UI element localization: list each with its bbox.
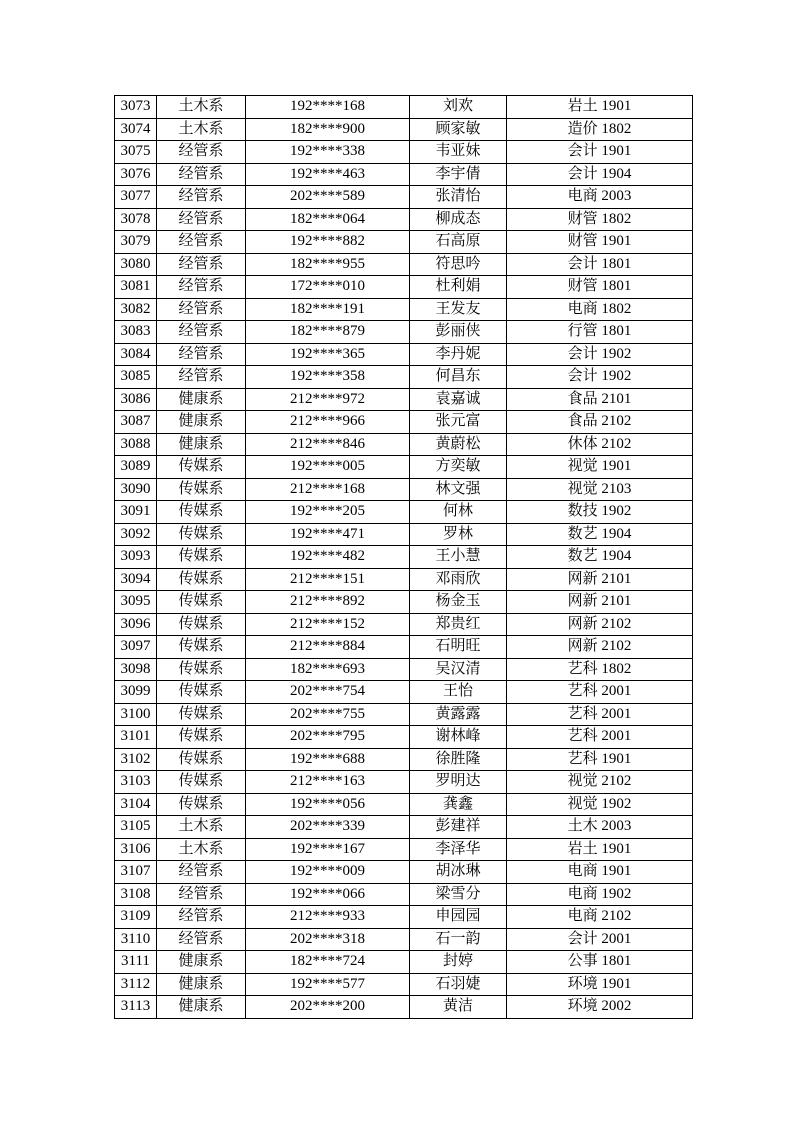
phone-number-cell: 182****064 [246, 208, 410, 231]
table-row [115, 568, 693, 591]
serial-number-cell: 3113 [115, 996, 157, 1019]
serial-number-cell: 3081 [115, 276, 157, 299]
department-cell: 经管系 [157, 366, 246, 389]
class-cell: 会计 1801 [507, 253, 693, 276]
student-name-cell: 王小慧 [410, 546, 507, 569]
student-name-cell: 李泽华 [410, 838, 507, 861]
class-cell: 网新 2101 [507, 591, 693, 614]
serial-number-cell: 3107 [115, 861, 157, 884]
department-cell: 传媒系 [157, 613, 246, 636]
serial-number-cell: 3075 [115, 141, 157, 164]
table-row [115, 838, 693, 861]
class-cell: 电商 1802 [507, 298, 693, 321]
department-cell: 传媒系 [157, 523, 246, 546]
class-cell: 数艺 1904 [507, 546, 693, 569]
class-cell: 电商 2102 [507, 906, 693, 929]
serial-number-cell: 3078 [115, 208, 157, 231]
department-cell: 健康系 [157, 951, 246, 974]
class-cell: 数艺 1904 [507, 523, 693, 546]
table-row [115, 973, 693, 996]
student-name-cell: 黄露露 [410, 703, 507, 726]
phone-number-cell: 182****191 [246, 298, 410, 321]
class-cell: 视觉 1902 [507, 793, 693, 816]
class-cell: 行管 1801 [507, 321, 693, 344]
serial-number-cell: 3103 [115, 771, 157, 794]
student-name-cell: 顾家敏 [410, 118, 507, 141]
table-row [115, 411, 693, 434]
student-name-cell: 王发友 [410, 298, 507, 321]
class-cell: 艺科 1802 [507, 658, 693, 681]
class-cell: 岩土 1901 [507, 96, 693, 119]
table-row [115, 658, 693, 681]
phone-number-cell: 192****005 [246, 456, 410, 479]
class-cell: 会计 1901 [507, 141, 693, 164]
student-name-cell: 杨金玉 [410, 591, 507, 614]
class-cell: 财管 1901 [507, 231, 693, 254]
class-cell: 艺科 2001 [507, 681, 693, 704]
student-name-cell: 王怡 [410, 681, 507, 704]
serial-number-cell: 3082 [115, 298, 157, 321]
serial-number-cell: 3108 [115, 883, 157, 906]
phone-number-cell: 192****066 [246, 883, 410, 906]
department-cell: 传媒系 [157, 501, 246, 524]
table-row [115, 118, 693, 141]
class-cell: 环境 2002 [507, 996, 693, 1019]
department-cell: 传媒系 [157, 703, 246, 726]
table-row [115, 366, 693, 389]
class-cell: 财管 1801 [507, 276, 693, 299]
table-row [115, 861, 693, 884]
table-row [115, 681, 693, 704]
student-name-cell: 罗明达 [410, 771, 507, 794]
table-row [115, 951, 693, 974]
phone-number-cell: 192****688 [246, 748, 410, 771]
phone-number-cell: 212****152 [246, 613, 410, 636]
table-row [115, 613, 693, 636]
phone-number-cell: 192****168 [246, 96, 410, 119]
class-cell: 网新 2102 [507, 636, 693, 659]
class-cell: 会计 2001 [507, 928, 693, 951]
phone-number-cell: 192****056 [246, 793, 410, 816]
serial-number-cell: 3086 [115, 388, 157, 411]
phone-number-cell: 182****879 [246, 321, 410, 344]
class-cell: 艺科 2001 [507, 726, 693, 749]
table-row [115, 276, 693, 299]
phone-number-cell: 212****933 [246, 906, 410, 929]
department-cell: 健康系 [157, 973, 246, 996]
phone-number-cell: 192****205 [246, 501, 410, 524]
serial-number-cell: 3092 [115, 523, 157, 546]
student-name-cell: 吴汉清 [410, 658, 507, 681]
table-row [115, 231, 693, 254]
phone-number-cell: 192****463 [246, 163, 410, 186]
student-name-cell: 黄洁 [410, 996, 507, 1019]
department-cell: 传媒系 [157, 726, 246, 749]
serial-number-cell: 3097 [115, 636, 157, 659]
student-name-cell: 石羽婕 [410, 973, 507, 996]
phone-number-cell: 202****318 [246, 928, 410, 951]
serial-number-cell: 3096 [115, 613, 157, 636]
phone-number-cell: 192****471 [246, 523, 410, 546]
serial-number-cell: 3095 [115, 591, 157, 614]
serial-number-cell: 3077 [115, 186, 157, 209]
roster-body [115, 96, 693, 1019]
table-row [115, 883, 693, 906]
serial-number-cell: 3087 [115, 411, 157, 434]
serial-number-cell: 3094 [115, 568, 157, 591]
department-cell: 传媒系 [157, 681, 246, 704]
department-cell: 经管系 [157, 906, 246, 929]
department-cell: 经管系 [157, 321, 246, 344]
table-row [115, 726, 693, 749]
table-row [115, 141, 693, 164]
class-cell: 会计 1904 [507, 163, 693, 186]
department-cell: 传媒系 [157, 748, 246, 771]
serial-number-cell: 3073 [115, 96, 157, 119]
student-name-cell: 彭建祥 [410, 816, 507, 839]
table-row [115, 591, 693, 614]
serial-number-cell: 3085 [115, 366, 157, 389]
department-cell: 经管系 [157, 343, 246, 366]
phone-number-cell: 192****338 [246, 141, 410, 164]
class-cell: 电商 2003 [507, 186, 693, 209]
student-name-cell: 李丹妮 [410, 343, 507, 366]
table-row [115, 186, 693, 209]
table-row [115, 96, 693, 119]
student-name-cell: 黄蔚松 [410, 433, 507, 456]
department-cell: 传媒系 [157, 568, 246, 591]
student-name-cell: 封婷 [410, 951, 507, 974]
department-cell: 健康系 [157, 433, 246, 456]
student-name-cell: 何林 [410, 501, 507, 524]
phone-number-cell: 212****163 [246, 771, 410, 794]
department-cell: 传媒系 [157, 546, 246, 569]
class-cell: 会计 1902 [507, 343, 693, 366]
serial-number-cell: 3111 [115, 951, 157, 974]
serial-number-cell: 3084 [115, 343, 157, 366]
serial-number-cell: 3091 [115, 501, 157, 524]
serial-number-cell: 3110 [115, 928, 157, 951]
student-name-cell: 柳成态 [410, 208, 507, 231]
table-row [115, 388, 693, 411]
department-cell: 健康系 [157, 996, 246, 1019]
table-row [115, 816, 693, 839]
phone-number-cell: 192****009 [246, 861, 410, 884]
phone-number-cell: 172****010 [246, 276, 410, 299]
class-cell: 视觉 2103 [507, 478, 693, 501]
phone-number-cell: 212****151 [246, 568, 410, 591]
class-cell: 食品 2102 [507, 411, 693, 434]
student-name-cell: 石高原 [410, 231, 507, 254]
student-name-cell: 方奕敏 [410, 456, 507, 479]
phone-number-cell: 202****795 [246, 726, 410, 749]
department-cell: 经管系 [157, 928, 246, 951]
serial-number-cell: 3076 [115, 163, 157, 186]
class-cell: 食品 2101 [507, 388, 693, 411]
student-name-cell: 刘欢 [410, 96, 507, 119]
phone-number-cell: 192****358 [246, 366, 410, 389]
serial-number-cell: 3099 [115, 681, 157, 704]
serial-number-cell: 3098 [115, 658, 157, 681]
table-row [115, 906, 693, 929]
table-row [115, 501, 693, 524]
class-cell: 造价 1802 [507, 118, 693, 141]
class-cell: 岩土 1901 [507, 838, 693, 861]
class-cell: 艺科 2001 [507, 703, 693, 726]
student-name-cell: 罗林 [410, 523, 507, 546]
class-cell: 艺科 1901 [507, 748, 693, 771]
serial-number-cell: 3100 [115, 703, 157, 726]
department-cell: 经管系 [157, 208, 246, 231]
department-cell: 土木系 [157, 838, 246, 861]
department-cell: 土木系 [157, 118, 246, 141]
department-cell: 健康系 [157, 388, 246, 411]
department-cell: 传媒系 [157, 456, 246, 479]
student-name-cell: 郑贵红 [410, 613, 507, 636]
department-cell: 经管系 [157, 298, 246, 321]
student-name-cell: 邓雨欣 [410, 568, 507, 591]
department-cell: 传媒系 [157, 658, 246, 681]
student-name-cell: 杜利娟 [410, 276, 507, 299]
student-name-cell: 谢林峰 [410, 726, 507, 749]
phone-number-cell: 212****892 [246, 591, 410, 614]
department-cell: 土木系 [157, 96, 246, 119]
department-cell: 经管系 [157, 186, 246, 209]
serial-number-cell: 3106 [115, 838, 157, 861]
phone-number-cell: 192****882 [246, 231, 410, 254]
phone-number-cell: 192****365 [246, 343, 410, 366]
serial-number-cell: 3090 [115, 478, 157, 501]
student-name-cell: 申园园 [410, 906, 507, 929]
phone-number-cell: 192****577 [246, 973, 410, 996]
student-name-cell: 胡冰琳 [410, 861, 507, 884]
table-row [115, 523, 693, 546]
table-row [115, 771, 693, 794]
phone-number-cell: 202****339 [246, 816, 410, 839]
class-cell: 网新 2102 [507, 613, 693, 636]
student-roster-table [114, 95, 693, 1019]
table-row [115, 163, 693, 186]
serial-number-cell: 3109 [115, 906, 157, 929]
department-cell: 传媒系 [157, 771, 246, 794]
student-name-cell: 袁嘉诚 [410, 388, 507, 411]
phone-number-cell: 192****167 [246, 838, 410, 861]
table-row [115, 456, 693, 479]
table-row [115, 928, 693, 951]
serial-number-cell: 3102 [115, 748, 157, 771]
table-row [115, 478, 693, 501]
student-name-cell: 徐胜隆 [410, 748, 507, 771]
class-cell: 土木 2003 [507, 816, 693, 839]
class-cell: 视觉 2102 [507, 771, 693, 794]
class-cell: 环境 1901 [507, 973, 693, 996]
phone-number-cell: 212****972 [246, 388, 410, 411]
class-cell: 会计 1902 [507, 366, 693, 389]
serial-number-cell: 3104 [115, 793, 157, 816]
phone-number-cell: 202****200 [246, 996, 410, 1019]
student-name-cell: 张清怡 [410, 186, 507, 209]
student-name-cell: 符思吟 [410, 253, 507, 276]
phone-number-cell: 182****693 [246, 658, 410, 681]
class-cell: 财管 1802 [507, 208, 693, 231]
serial-number-cell: 3074 [115, 118, 157, 141]
class-cell: 数技 1902 [507, 501, 693, 524]
department-cell: 经管系 [157, 861, 246, 884]
student-name-cell: 梁雪分 [410, 883, 507, 906]
student-name-cell: 石明旺 [410, 636, 507, 659]
phone-number-cell: 212****168 [246, 478, 410, 501]
table-row [115, 321, 693, 344]
table-row [115, 253, 693, 276]
department-cell: 经管系 [157, 141, 246, 164]
table-row [115, 996, 693, 1019]
student-name-cell: 张元富 [410, 411, 507, 434]
serial-number-cell: 3101 [115, 726, 157, 749]
department-cell: 经管系 [157, 253, 246, 276]
student-name-cell: 林文强 [410, 478, 507, 501]
department-cell: 经管系 [157, 163, 246, 186]
phone-number-cell: 192****482 [246, 546, 410, 569]
department-cell: 经管系 [157, 276, 246, 299]
department-cell: 健康系 [157, 411, 246, 434]
table-row [115, 636, 693, 659]
class-cell: 公事 1801 [507, 951, 693, 974]
phone-number-cell: 202****754 [246, 681, 410, 704]
department-cell: 经管系 [157, 883, 246, 906]
class-cell: 电商 1902 [507, 883, 693, 906]
table-row [115, 433, 693, 456]
department-cell: 传媒系 [157, 478, 246, 501]
phone-number-cell: 212****846 [246, 433, 410, 456]
phone-number-cell: 212****884 [246, 636, 410, 659]
phone-number-cell: 182****955 [246, 253, 410, 276]
class-cell: 电商 1901 [507, 861, 693, 884]
phone-number-cell: 182****900 [246, 118, 410, 141]
department-cell: 经管系 [157, 231, 246, 254]
department-cell: 传媒系 [157, 636, 246, 659]
phone-number-cell: 202****589 [246, 186, 410, 209]
phone-number-cell: 202****755 [246, 703, 410, 726]
serial-number-cell: 3112 [115, 973, 157, 996]
table-row [115, 298, 693, 321]
phone-number-cell: 182****724 [246, 951, 410, 974]
serial-number-cell: 3093 [115, 546, 157, 569]
serial-number-cell: 3080 [115, 253, 157, 276]
department-cell: 传媒系 [157, 591, 246, 614]
student-name-cell: 龚鑫 [410, 793, 507, 816]
student-name-cell: 韦亚妹 [410, 141, 507, 164]
department-cell: 传媒系 [157, 793, 246, 816]
table-row [115, 748, 693, 771]
table-row [115, 703, 693, 726]
student-name-cell: 石一韵 [410, 928, 507, 951]
serial-number-cell: 3089 [115, 456, 157, 479]
table-row [115, 208, 693, 231]
serial-number-cell: 3079 [115, 231, 157, 254]
student-name-cell: 彭丽侠 [410, 321, 507, 344]
phone-number-cell: 212****966 [246, 411, 410, 434]
student-name-cell: 李宇倩 [410, 163, 507, 186]
serial-number-cell: 3088 [115, 433, 157, 456]
table-row [115, 546, 693, 569]
department-cell: 土木系 [157, 816, 246, 839]
class-cell: 休体 2102 [507, 433, 693, 456]
student-name-cell: 何昌东 [410, 366, 507, 389]
serial-number-cell: 3083 [115, 321, 157, 344]
class-cell: 视觉 1901 [507, 456, 693, 479]
class-cell: 网新 2101 [507, 568, 693, 591]
table-row [115, 793, 693, 816]
table-row [115, 343, 693, 366]
serial-number-cell: 3105 [115, 816, 157, 839]
